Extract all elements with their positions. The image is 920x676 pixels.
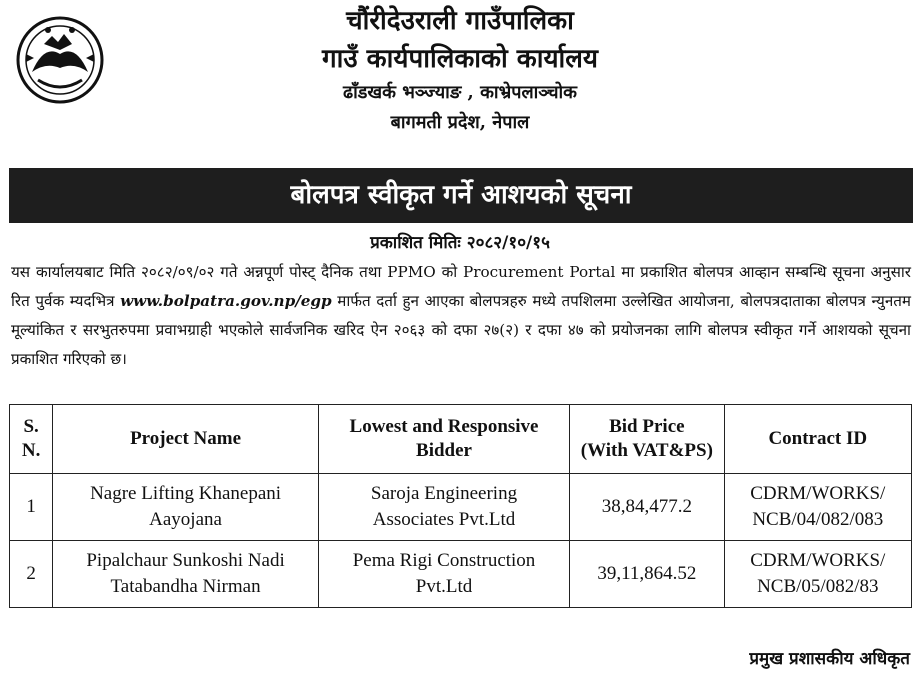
cell-contract: CDRM/WORKS/ NCB/05/082/83 (724, 541, 911, 608)
bid-acceptance-table (9, 404, 912, 608)
cell-bidder: Pema Rigi Construction Pvt.Ltd (318, 541, 569, 608)
notice-title: बोलपत्र स्वीकृत गर्ने आशयको सूचना (9, 168, 913, 223)
cell-bidder: Saroja Engineering Associates Pvt.Ltd (318, 474, 569, 541)
column-header-bidder: Lowest and Responsive Bidder (318, 405, 569, 474)
column-header-project: Project Name (53, 405, 319, 474)
published-date: प्रकाशित मितिः २०८२/१०/१५ (370, 233, 550, 253)
cell-contract: CDRM/WORKS/ NCB/04/082/083 (724, 474, 911, 541)
notice-body-text-2: मार्फत दर्ता हुन आएका बोलपत्रहरु मध्ये तपशिलमा उल्लेखित आयोजना, बोलपत्रदाताका बोलपत्र न्युनतम मूल्यांकित र सरभुतरुपमा प्रवाभग्राही भएकोले सार्वजनिक खरिद ऐन २०६३ को दफा २७(२) र दफा ४७ को प्रयोजनका लागि बोलपत्र स्वीकृत गर्ने आशयको सूचना प्रकाशित गरिएको छ। (11, 292, 911, 368)
column-header-contract: Contract ID (724, 405, 911, 474)
notice-body-text-1: यस कार्यालयबाट मिति २०८२/०९/०२ गते अन्नपूर्ण पोस्ट् दैनिक तथा PPMO को Procurement Portal मा प्रकाशित बोलपत्र आव्हान सम्बन्धि सूचना अनुसार रित पुर्वक म्यदभित्र (11, 263, 911, 310)
office-address: ढाँडखर्क भञ्ज्याङ , काभ्रेपलाञ्चोक (342, 82, 577, 103)
column-header-price: Bid Price (With VAT&PS) (570, 405, 724, 474)
table-row (10, 474, 912, 541)
letterhead (0, 2, 920, 138)
table-header-row (10, 405, 912, 474)
office-province: बागमती प्रदेश, नेपाल (390, 112, 530, 133)
municipality-name: चौंरीदेउराली गाउँपालिका (346, 6, 574, 36)
cell-sn: 2 (10, 541, 53, 608)
cell-price: 39,11,864.52 (570, 541, 724, 608)
cell-project: Pipalchaur Sunkoshi Nadi Tatabandha Nirman (53, 541, 319, 608)
cell-sn: 1 (10, 474, 53, 541)
notice-body (11, 258, 911, 374)
signatory-title: प्रमुख प्रशासकीय अधिकृत (749, 649, 910, 669)
table-row (10, 541, 912, 608)
cell-project: Nagre Lifting Khanepani Aayojana (53, 474, 319, 541)
egp-portal-link[interactable]: www.bolpatra.gov.np/egp (120, 292, 332, 310)
office-name: गाउँ कार्यपालिकाको कार्यालय (322, 44, 598, 74)
cell-price: 38,84,477.2 (570, 474, 724, 541)
column-header-sn: S. N. (10, 405, 53, 474)
